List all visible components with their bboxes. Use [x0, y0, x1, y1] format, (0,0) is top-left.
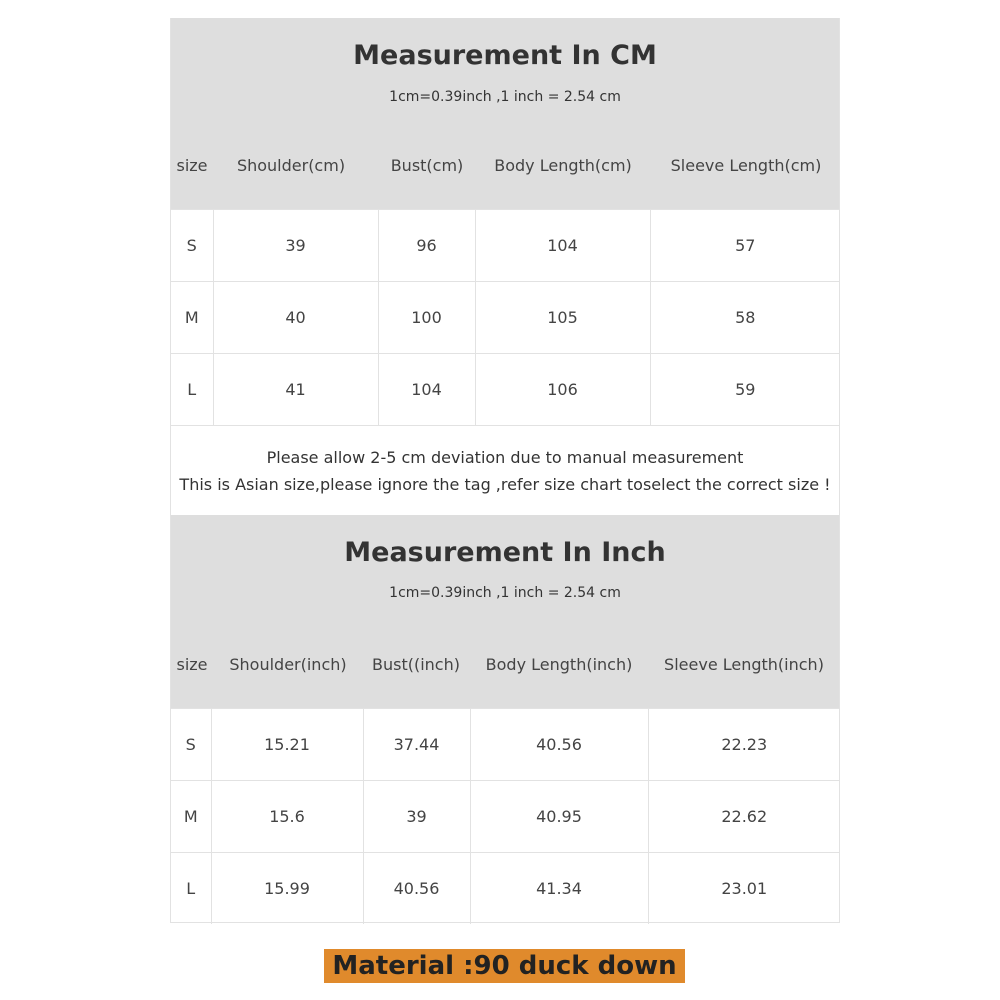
- cm-title: Measurement In CM: [353, 40, 657, 71]
- asian-size-note: This is Asian size,please ignore the tag ,refer size chart toselect the correct size !: [179, 475, 831, 494]
- shoulder-cell: 41: [213, 354, 378, 426]
- shoulder-cell: 15.99: [211, 853, 363, 925]
- table-row: [171, 282, 840, 354]
- sleeve-length-cell: 22.62: [648, 781, 840, 853]
- inch-col-shoulder: Shoulder(inch): [229, 655, 347, 674]
- shoulder-cell: 15.6: [211, 781, 363, 853]
- shoulder-cell: 40: [213, 282, 378, 354]
- body-length-cell: 40.56: [470, 709, 648, 781]
- sleeve-length-cell: 23.01: [648, 853, 840, 925]
- size-cell: L: [171, 354, 213, 426]
- size-cell: L: [171, 853, 211, 925]
- body-length-cell: 41.34: [470, 853, 648, 925]
- table-row: [171, 853, 840, 925]
- cm-col-bust: Bust(cm): [390, 156, 464, 175]
- bust-cell: 40.56: [363, 853, 470, 925]
- cm-col-size: size: [176, 156, 208, 175]
- cm-size-chart: [170, 18, 840, 515]
- body-length-cell: 106: [475, 354, 650, 426]
- cm-col-shoulder: Shoulder(cm): [236, 156, 346, 175]
- shoulder-cell: 39: [213, 210, 378, 282]
- size-cell: S: [171, 709, 211, 781]
- cm-col-body-length: Body Length(cm): [494, 156, 632, 175]
- bust-cell: 100: [378, 282, 475, 354]
- table-row: [171, 709, 840, 781]
- bust-cell: 104: [378, 354, 475, 426]
- cm-col-sleeve-length: Sleeve Length(cm): [670, 156, 822, 175]
- inch-size-chart: [170, 515, 840, 923]
- sleeve-length-cell: 59: [650, 354, 840, 426]
- sleeve-length-cell: 22.23: [648, 709, 840, 781]
- inch-col-sleeve-length: Sleeve Length(inch): [664, 655, 824, 674]
- inch-col-body-length: Body Length(inch): [485, 655, 633, 674]
- inch-conversion-note: 1cm=0.39inch ,1 inch = 2.54 cm: [389, 585, 621, 601]
- shoulder-cell: 15.21: [211, 709, 363, 781]
- bust-cell: 37.44: [363, 709, 470, 781]
- material-label: Material :90 duck down: [324, 949, 685, 983]
- body-length-cell: 104: [475, 210, 650, 282]
- inch-table: [171, 708, 840, 924]
- bust-cell: 39: [363, 781, 470, 853]
- table-row: [171, 781, 840, 853]
- cm-header-block: [171, 18, 839, 209]
- inch-title: Measurement In Inch: [344, 537, 666, 568]
- body-length-cell: 40.95: [470, 781, 648, 853]
- table-row: [171, 210, 840, 282]
- sleeve-length-cell: 58: [650, 282, 840, 354]
- deviation-note: Please allow 2-5 cm deviation due to manual measurement: [266, 448, 744, 467]
- cm-conversion-note: 1cm=0.39inch ,1 inch = 2.54 cm: [389, 89, 621, 105]
- inch-col-bust: Bust((inch): [372, 655, 460, 674]
- size-cell: S: [171, 210, 213, 282]
- inch-header-block: [171, 515, 839, 708]
- measurement-note: [171, 425, 839, 515]
- sleeve-length-cell: 57: [650, 210, 840, 282]
- cm-table: [171, 209, 840, 425]
- table-row: [171, 354, 840, 426]
- size-cell: M: [171, 781, 211, 853]
- size-cell: M: [171, 282, 213, 354]
- inch-col-size: size: [176, 655, 208, 674]
- body-length-cell: 105: [475, 282, 650, 354]
- bust-cell: 96: [378, 210, 475, 282]
